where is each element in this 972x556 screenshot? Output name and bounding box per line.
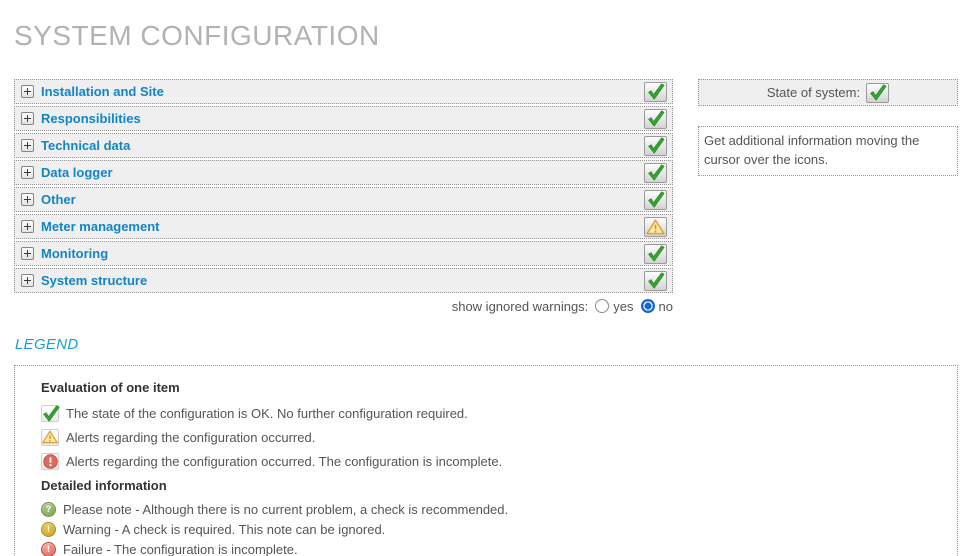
state-of-system-box <box>698 79 958 106</box>
expand-plus-icon[interactable] <box>21 166 34 179</box>
legend-item-please-note <box>41 499 945 519</box>
config-row-data-logger[interactable] <box>14 160 673 185</box>
green-check-icon <box>646 110 665 127</box>
config-row-monitoring[interactable] <box>14 241 673 266</box>
legend-item-text: Warning - A check is required. This note can be ignored. <box>63 521 386 537</box>
page-title: SYSTEM CONFIGURATION <box>14 20 380 51</box>
failure-circle-icon <box>41 542 56 556</box>
section-label[interactable]: Other <box>41 192 76 207</box>
expand-plus-icon[interactable] <box>21 193 34 206</box>
radio-yes-icon[interactable] <box>595 299 609 313</box>
config-row-responsibilities[interactable] <box>14 106 673 131</box>
section-status-button[interactable] <box>644 82 667 102</box>
green-check-icon <box>646 164 665 181</box>
radio-yes-label[interactable]: yes <box>613 298 634 314</box>
section-label[interactable]: Meter management <box>41 219 160 234</box>
error-circle-icon-frame <box>41 453 59 470</box>
legend-evaluation-section <box>41 379 945 473</box>
legend-item-text: Alerts regarding the configuration occurred. The configuration is incomplete. <box>66 453 503 469</box>
note-question-circle-icon <box>41 502 56 517</box>
section-label[interactable]: Technical data <box>41 138 131 153</box>
radio-no-label[interactable]: no <box>658 298 673 314</box>
section-label[interactable]: Data logger <box>41 165 113 180</box>
warning-triangle-icon <box>646 219 665 235</box>
green-check-icon <box>646 137 665 154</box>
section-status-button[interactable] <box>644 217 667 237</box>
green-check-icon <box>868 84 887 101</box>
legend-detailed-section <box>41 477 945 556</box>
green-check-icon <box>646 245 665 262</box>
expand-plus-icon[interactable] <box>21 139 34 152</box>
legend-detailed-heading: Detailed information <box>41 478 167 493</box>
legend-item-text: The state of the configuration is OK. No further configuration required. <box>66 405 468 421</box>
show-ignored-warnings-control <box>14 296 673 316</box>
radio-no-icon[interactable] <box>641 299 655 313</box>
show-warnings-yes-option[interactable] <box>595 299 633 314</box>
warning-circle-icon <box>41 522 56 537</box>
section-label[interactable]: Monitoring <box>41 246 109 261</box>
green-check-icon <box>646 272 665 289</box>
right-column <box>698 79 958 176</box>
config-row-installation-and-site[interactable] <box>14 79 673 104</box>
expand-plus-icon[interactable] <box>21 274 34 287</box>
config-row-other[interactable] <box>14 187 673 212</box>
green-check-icon <box>646 83 665 100</box>
state-of-system-status-button[interactable] <box>866 83 889 103</box>
section-label[interactable]: Responsibilities <box>41 111 141 126</box>
section-status-button[interactable] <box>644 271 667 291</box>
section-status-button[interactable] <box>644 136 667 156</box>
legend-item-warning <box>41 519 945 539</box>
legend-title: LEGEND <box>15 336 79 353</box>
hover-info-text: Get additional information moving the cursor over the icons. <box>704 133 920 167</box>
green-check-icon <box>646 191 665 208</box>
expand-plus-icon[interactable] <box>21 220 34 233</box>
section-status-button[interactable] <box>644 163 667 183</box>
expand-plus-icon[interactable] <box>21 112 34 125</box>
legend-box <box>14 365 958 556</box>
main-area <box>14 79 958 316</box>
show-warnings-no-option[interactable] <box>641 299 673 314</box>
ok-check-icon-frame <box>41 405 59 422</box>
section-label[interactable]: Installation and Site <box>41 84 164 99</box>
error-circle-icon <box>43 454 58 469</box>
legend-item-text: Failure - The configuration is incomplete. <box>63 541 298 556</box>
legend-item-incomplete <box>41 449 945 473</box>
hover-info-box <box>698 126 958 176</box>
section-status-button[interactable] <box>644 190 667 210</box>
section-status-button[interactable] <box>644 244 667 264</box>
section-label[interactable]: System structure <box>41 273 148 288</box>
legend-item-text: Alerts regarding the configuration occurred. <box>66 429 316 445</box>
legend-item-alerts <box>41 425 945 449</box>
expand-plus-icon[interactable] <box>21 85 34 98</box>
state-of-system-label: State of system: <box>766 85 861 100</box>
config-section-list <box>14 79 673 316</box>
warning-triangle-icon-frame <box>41 429 59 446</box>
section-status-button[interactable] <box>644 109 667 129</box>
legend-evaluation-heading: Evaluation of one item <box>41 380 180 395</box>
warning-triangle-icon <box>42 429 58 445</box>
legend-item-ok <box>41 401 945 425</box>
config-row-technical-data[interactable] <box>14 133 673 158</box>
legend-item-text: Please note - Although there is no current problem, a check is recommended. <box>63 501 509 517</box>
expand-plus-icon[interactable] <box>21 247 34 260</box>
config-row-meter-management[interactable] <box>14 214 673 239</box>
config-row-system-structure[interactable] <box>14 268 673 293</box>
show-ignored-warnings-label: show ignored warnings: <box>451 298 589 314</box>
legend-item-failure <box>41 539 945 556</box>
green-check-icon <box>41 405 60 422</box>
